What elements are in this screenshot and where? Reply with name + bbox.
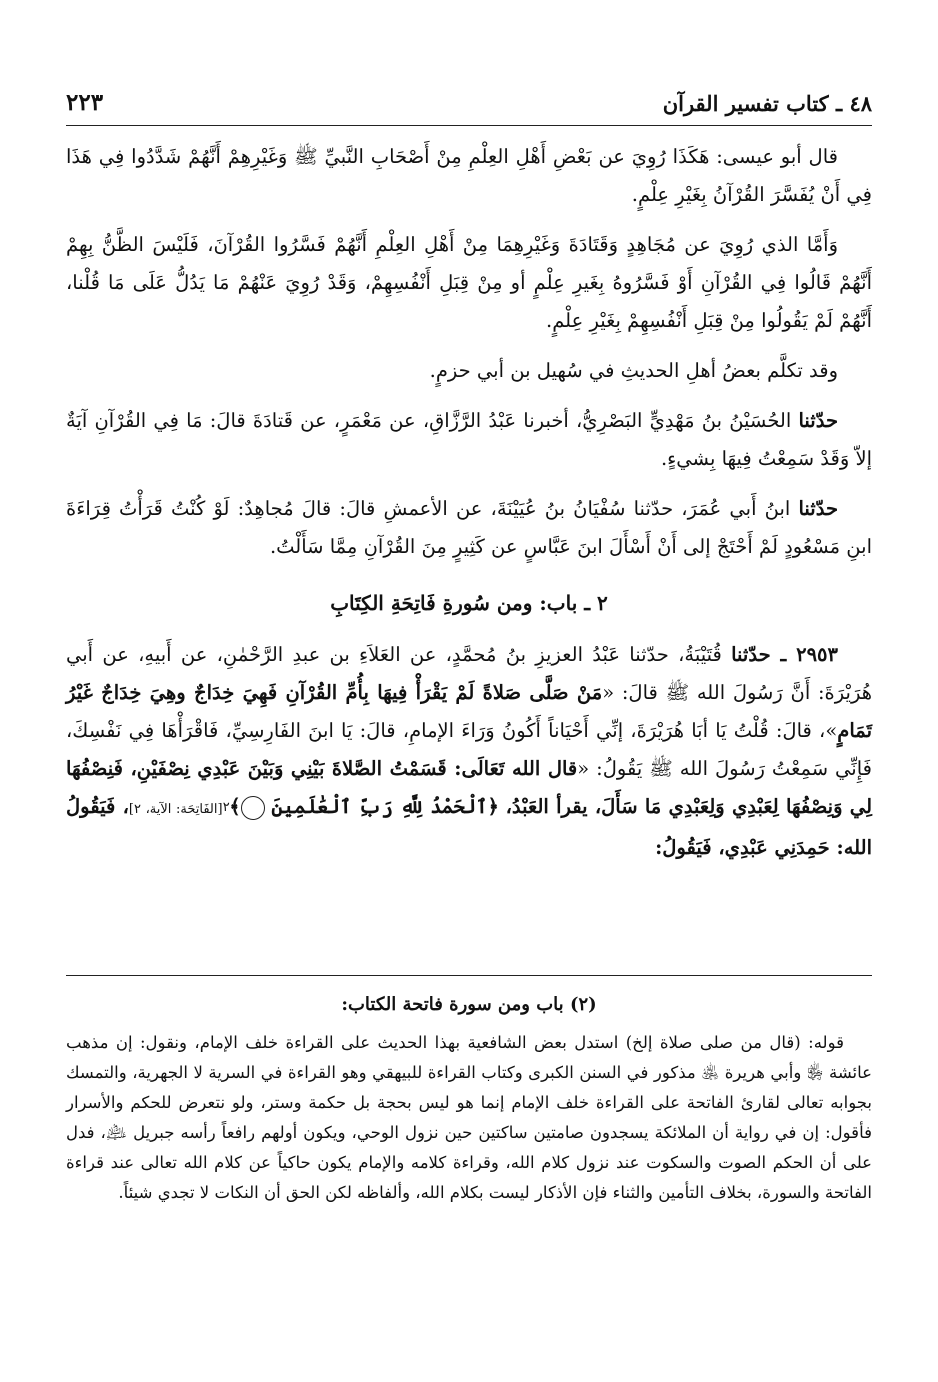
hadith-quote: مَنْ صَلَّى صَلاةً لَمْ يَقْرَأْ فِيهَا بِأُمِّ القُرْآنِ فَهِيَ خِدَاجٌ وهِيَ خِدَاجٌ غَيْرُ تَمَامٍ — [66, 681, 872, 742]
commentary-text: قوله: (قال من صلى صلاة إلخ) استدل بعض الشافعية بهذا الحديث على القراءة خلف الإمام، ونقول: إن مذهب عائشة ﵂ وأبي هريرة ﵁ مذكور في السنن الكبرى وكتاب القراءة للبيهقي وهو القراءة في السرية لا الجهرية، والتمسك بجوابه تعالى لقارئ الفاتحة على القراءة خلف الإمام إنما هو ليس بحجة بل حكمة وستر، ولو نتعرض للحكم والأسرار فأقول: إن في رواية أن الملائكة يسجدون صامتين ساكتين حين نزول الوحي، ويكون أولهم رافعاً رأسه جبريل ﵇، فدل على أن الحكم الصوت والسكوت عند نزول كلام الله، وقراءة كلامه والإمام يكون حاكياً عن كلام الله تعالى عند قراءة الفاتحة والسورة، بخلاف التأمين والثناء فإن الأذكار ليست بكلام الله، وألفاظه لكن الحق أن النكات لا تجدي شيئاً. — [66, 1033, 872, 1202]
chapter-heading: ٢ ـ باب: ومن سُورةِ فَاتِحَةِ الكِتَابِ — [330, 591, 608, 615]
hadith-number-lead: ٢٩٥٣ ـ حدّثنا — [731, 643, 838, 666]
narration-text: الحُسَيْنُ بنُ مَهْدِيٍّ البَصْرِيُّ، أخبرنا عَبْدُ الرَّزَّاقِ، عن مَعْمَرٍ، عن قَتادَةَ قالَ: مَا فِي القُرْآنِ آيَةٌ إلاّ وَقَدْ سَمِعْتُ فِيهَا بِشيءٍ. — [66, 409, 872, 470]
ayah-number-marker: ٢ — [241, 796, 265, 820]
narration-lead: حدّثنا — [798, 409, 838, 432]
quran-verse-close: ﴾ — [229, 795, 241, 818]
hadith-text: قُتَيْبَةُ، حدّثنا عَبْدُ العزيزِ بنُ مُحمَّدٍ، عن العَلاَءِ بن عبدِ الرَّحْمٰنِ، عن أَبيهِ، عن أَبي هُرَيْرَةَ: أَنَّ رَسُولَ الله ﷺ قالَ: « — [66, 643, 872, 704]
commentary-section — [66, 990, 872, 1208]
page-header — [66, 72, 872, 116]
commentary-heading: (٢) باب ومن سورة فاتحة الكتاب: — [341, 994, 597, 1015]
paragraph-mujahid: وَأَمَّا الذي رُوِيَ عن مُجَاهِدٍ وَقَتَادَةَ وَغَيْرِهِمَا مِنْ أَهْلِ العِلْمِ أَنَّهُمْ فَسَّرُوا القُرْآنَ، فَلَيْسَ الظَّنُّ بِهِمْ أَنَّهُمْ قَالُوا فِي القُرْآنِ أَوْ فَسَّرُوهُ بِغَيرِ عِلْمٍ أو مِنْ قِبَلِ أَنْفُسِهِمْ، وَقَدْ رُوِيَ عَنْهُمْ مَا يَدُلُّ عَلَى مَا قُلْنا، أَنَّهُمْ لَمْ يَقُولُوا مِنْ قِبَلِ أَنْفُسِهِمْ بِغَيْرِ عِلْمٍ. — [66, 233, 872, 332]
header-divider — [66, 125, 872, 126]
paragraph-hadith-qatada — [66, 402, 872, 478]
hadith-2953 — [66, 636, 872, 867]
narration-text: ابنُ أَبي عُمَرَ، حدّثنا سُفْيَانُ بنُ عُيَيْنَةَ، عن الأعمشِ قالَ: قالَ مُجاهِدٌ: لَوْ كُنْتُ قَرَأْتُ قِرَاءَةَ ابنِ مَسْعُودٍ لَمْ أَحْتَجْ إلى أَنْ أَسْأَلَ ابنَ عَبَّاسٍ عن كَثِيرٍ مِنَ القُرْآنِ مِمَّا سَأَلْتُ. — [66, 497, 872, 558]
hadith-qudsi-quote: قال الله تَعَالَى: قَسَمْتُ الصَّلاةَ بَيْنِي وَبَيْنَ عَبْدِي نِصْفَيْنِ، فَنِصْفُهَا لِي وَنِصْفُهَا لِعَبْدِي وَلِعَبْدِي مَا سَأَلَ، يقرأ العَبْدُ، — [66, 757, 873, 818]
page-number: ٢٢٣ — [66, 89, 104, 116]
paragraph-abu-isa: قال أبو عيسى: هَكَذَا رُوِيَ عن بَعْضِ أَهْلِ العِلْمِ مِنْ أَصْحَابِ النَّبيِّ ﷺ وَغَيْرِهِمْ أَنَّهُمْ شَدَّدُوا فِي هَذَا فِي أَنْ يُفَسَّرَ القُرْآنُ بِغَيْرِ عِلْمٍ. — [66, 145, 872, 206]
footnote-divider — [66, 975, 872, 976]
narration-lead: حدّثنا — [798, 497, 838, 520]
paragraph-hadith-mujahid — [66, 490, 872, 566]
running-title: ٤٨ ـ كتاب تفسير القرآن — [662, 91, 872, 116]
verse-reference: [الفَاتِحَة: الآية، ٢] — [128, 802, 223, 817]
hadith-quote-end: ، فَيَقُولُ الله: حَمِدَنِي عَبْدِي، فَيَقُولُ: — [66, 795, 872, 859]
hadith-text: »، قالَ: قُلْتُ يَا أبَا هُرَيْرَةَ، إنِّي أَحْيَاناً أَكُونُ وَرَاءَ الإمامِ، قالَ: يَا ابنَ الفَارِسِيِّ، فَاقْرَأْهَا فِي نَفْسِكَ، فَإِنِّي سَمِعْتُ رَسُولَ الله ﷺ يَقُولُ: « — [66, 719, 872, 780]
paragraph-suhail: وقد تكلَّم بعضُ أهلِ الحديثِ في سُهيل بن أبي حزمٍ. — [429, 359, 838, 382]
main-text — [66, 138, 872, 879]
quran-verse: ﴿ٱلْحَمْدُ لِلَّهِ رَبِّ ٱلْعَٰلَمِينَ — [271, 795, 499, 818]
